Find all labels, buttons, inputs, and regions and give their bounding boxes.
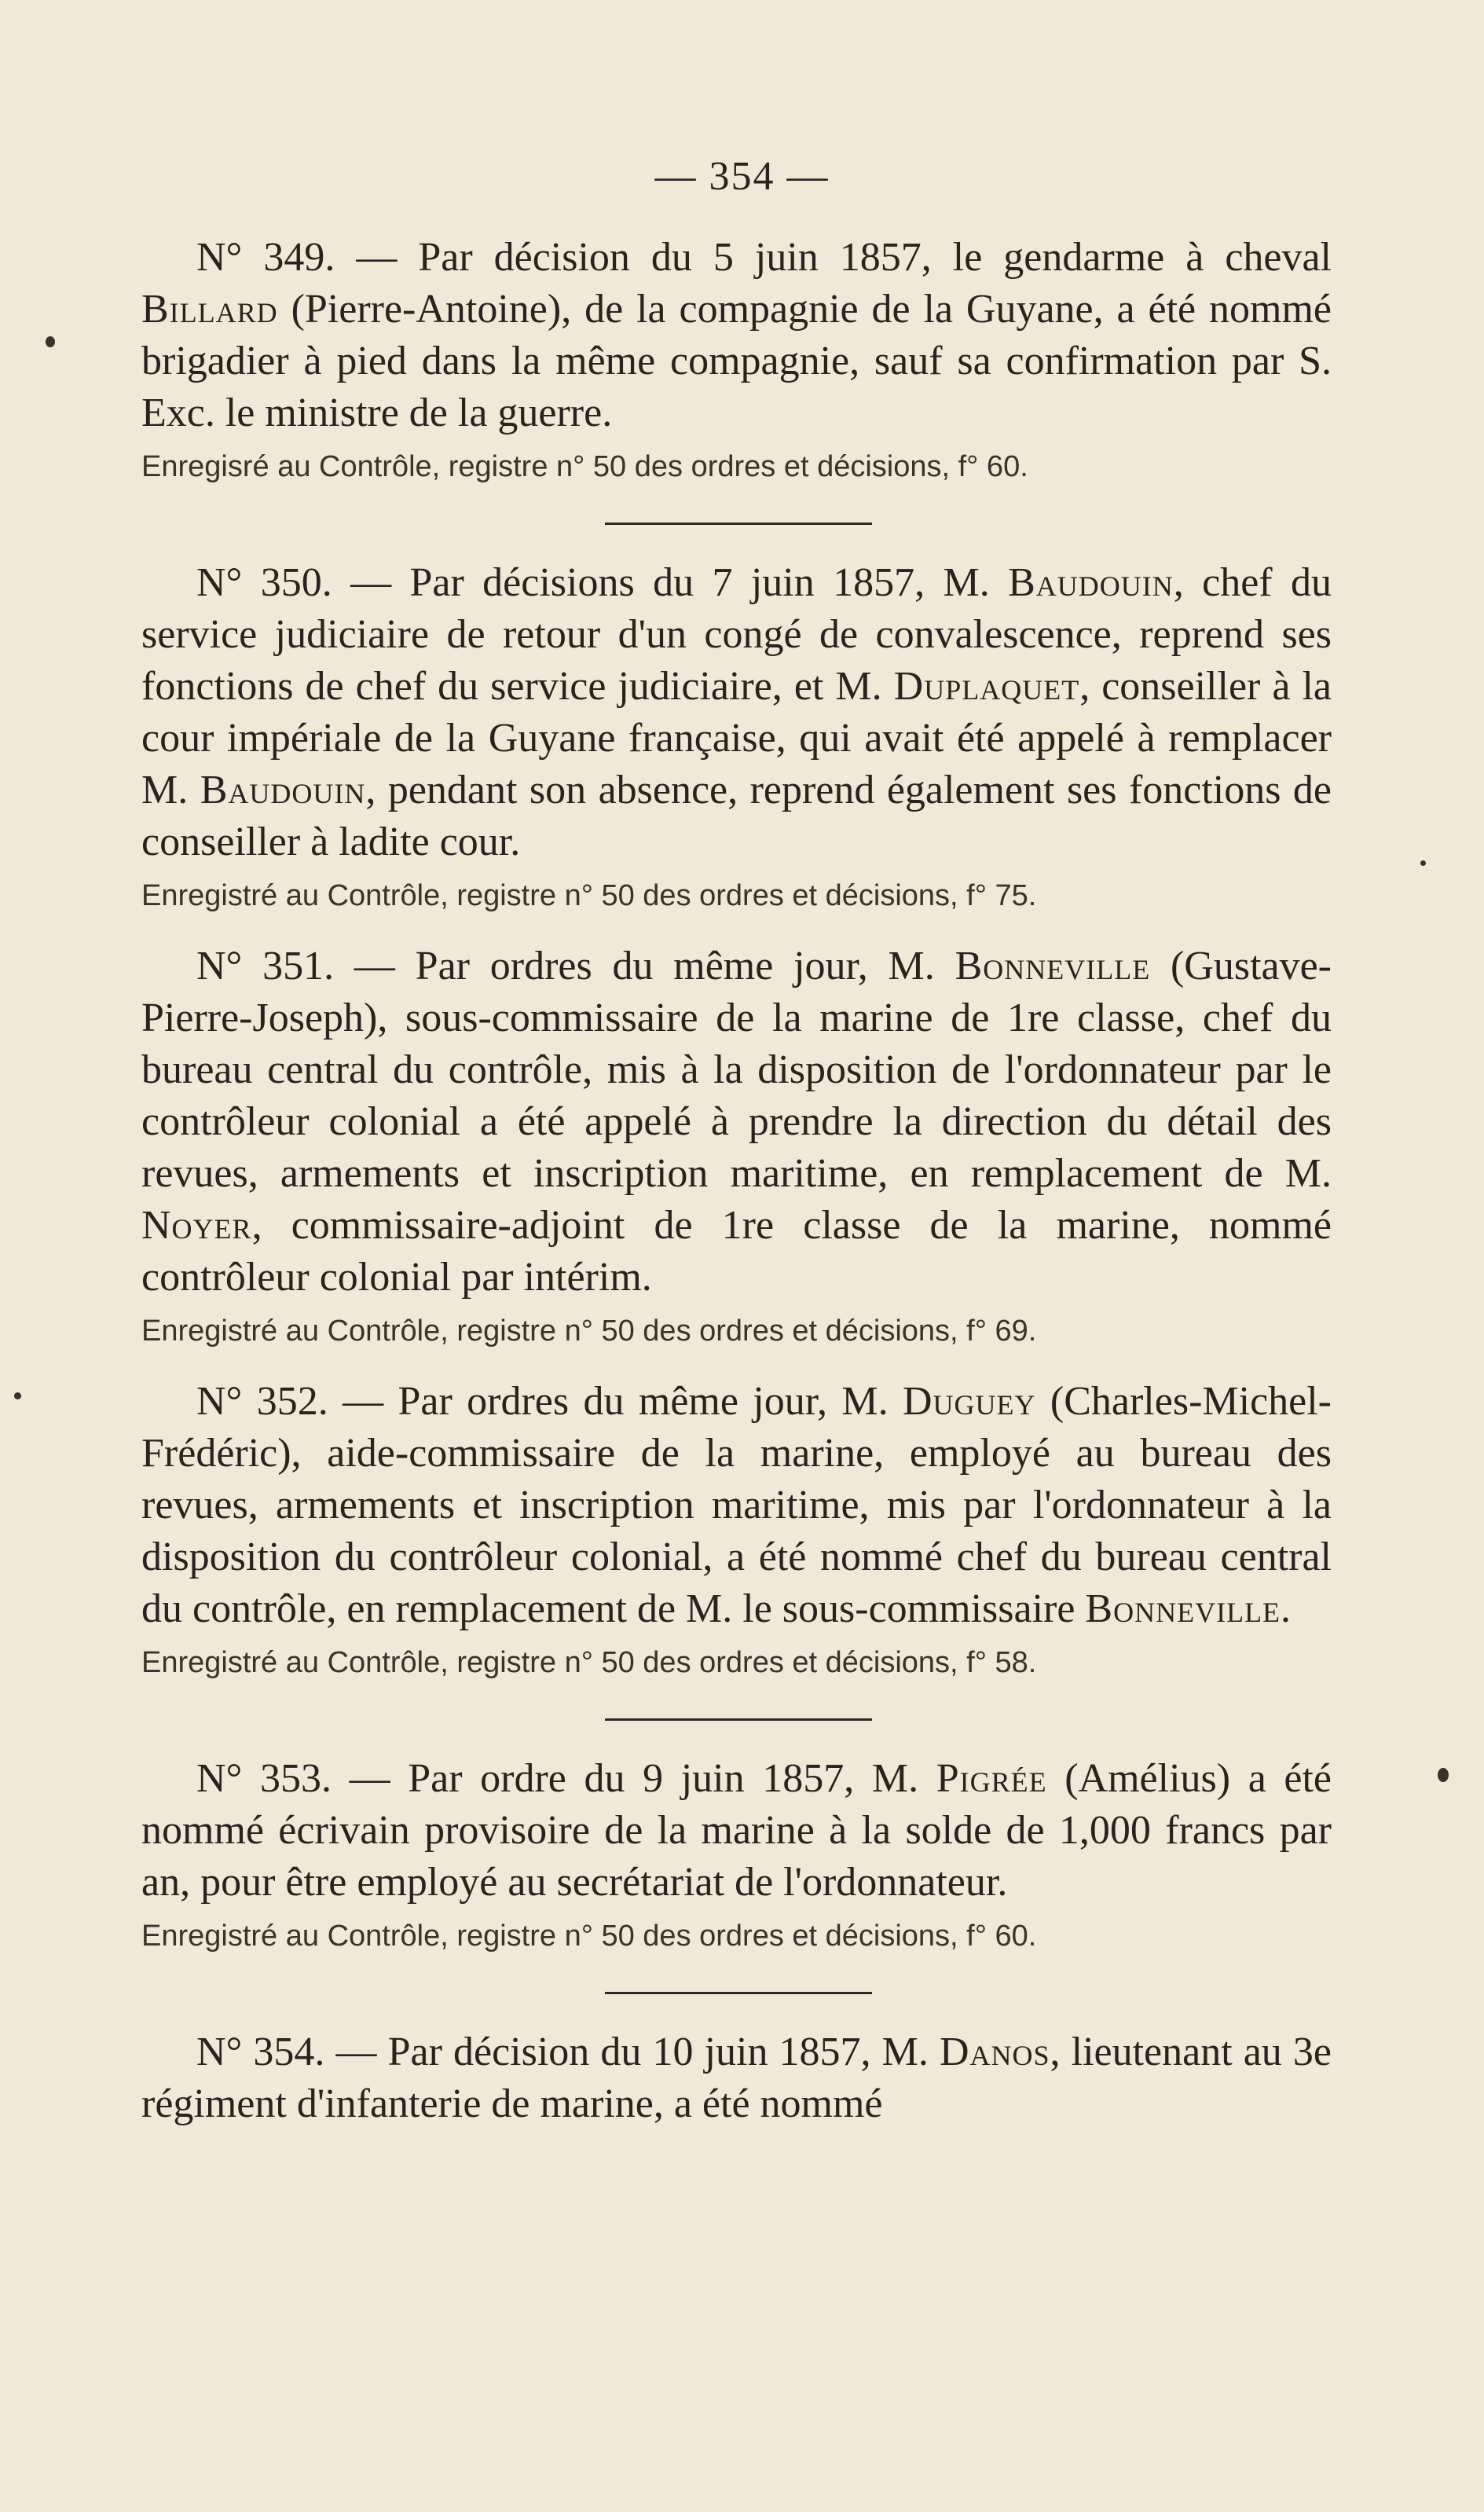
registry-note: Enregistré au Contrôle, registre n° 50 des ordres et décisions, f° 75. [141,879,1037,912]
person-name: Pigrée [936,1756,1047,1801]
spacer [141,1352,1332,1376]
entry-text [141,232,1332,439]
person-name: Danos [939,2030,1050,2074]
person-name: Billard [141,287,278,332]
entry-text [141,2026,1332,2130]
entry-351 [141,941,1332,1352]
paper-speck [1420,860,1426,866]
person-name: Baudouin [200,768,366,812]
page-header: — 354 — [654,154,830,199]
entry-text [141,1753,1332,1909]
person-name: Bonneville [955,944,1151,988]
separator-rule [605,523,872,525]
separator-rule [605,1718,872,1721]
entry-text [141,1376,1332,1635]
entry-349 [141,232,1332,488]
text-segment: . [1281,1586,1292,1631]
spacer [141,917,1332,941]
text-segment: — Par ordres du même jour, M. [343,1379,903,1424]
person-name: Duplaquet [893,664,1080,709]
entry-number: N° 351. [196,944,335,988]
entry-354 [141,2026,1332,2130]
entry-number: N° 349. [196,235,335,280]
text-segment: (Charles-Michel-Frédéric), aide-commissaire de la marine, employé au bureau des revues, armements et inscription maritime, mis par l'ordonnateur à la disposition du contrôleur colonial, a été nommé chef du bureau central du contrôle, en remplacement de M. le sous-commissaire [141,1379,1332,1631]
text-segment: (Amélius) a été nommé écrivain provisoire de la marine à la solde de 1,000 francs par an, pour être employé au secrétariat de l'ordonnateur. [141,1756,1332,1905]
registry-note: Enregistré au Contrôle, registre n° 50 des ordres et décisions, f° 58. [141,1646,1037,1679]
text-segment: — Par décision du 5 juin 1857, le gendarme à cheval [356,235,1332,280]
text-segment: , lieutenant au 3e régiment d'infanterie de marine, a été nommé [141,2030,1332,2126]
entry-number: N° 350. [196,560,332,605]
entry-number: N° 352. [196,1379,328,1424]
text-segment: , chef du service judiciaire de retour d'un congé de convalescence, reprend ses fonctions de chef du service judiciaire, et M. [141,560,1332,709]
entry-text [141,941,1332,1304]
paper-speck [46,336,55,347]
registry-note: Enregistré au Contrôle, registre n° 50 des ordres et décisions, f° 60. [141,1920,1037,1953]
person-name: Noyer [141,1203,252,1248]
registry-note: Enregisré au Contrôle, registre n° 50 des ordres et décisions, f° 60. [141,450,1028,483]
entry-353 [141,1753,1332,1957]
separator [141,1957,1332,2026]
entry-number: N° 354. [196,2030,325,2074]
entry-352 [141,1376,1332,1684]
separator-rule [605,1992,872,1994]
text-segment: (Gustave-Pierre-Joseph), sous-commissaire de la marine de 1re classe, chef du bureau central du contrôle, mis à la disposition de l'ordonnateur par le contrôleur colonial a été appelé à prendre la direction du détail des revues, armements et inscription maritime, en remplacement de M. [141,944,1332,1196]
registry-note: Enregistré au Contrôle, registre n° 50 des ordres et décisions, f° 69. [141,1315,1037,1348]
text-segment: — Par ordre du 9 juin 1857, M. [349,1756,936,1801]
text-segment: , commissaire-adjoint de 1re classe de la marine, nommé contrôleur colonial par intérim. [141,1203,1332,1300]
text-segment: — Par décisions du 7 juin 1857, M. [350,560,1009,605]
entry-350 [141,557,1332,917]
text-segment: , pendant son absence, reprend également ses fonctions de conseiller à ladite cour. [141,768,1332,864]
person-name: Baudouin [1008,560,1174,605]
text-segment: — Par ordres du même jour, M. [354,944,955,988]
text-segment: , conseiller à la cour impériale de la Guyane française, qui avait été appelé à remplacer M. [141,664,1332,812]
paper-speck [1438,1768,1449,1782]
paper-speck [14,1392,21,1399]
separator [141,488,1332,557]
separator [141,1684,1332,1753]
entry-number: N° 353. [196,1756,332,1801]
text-segment: — Par décision du 10 juin 1857, M. [335,2030,940,2074]
text-segment: (Pierre-Antoine), de la compagnie de la Guyane, a été nommé brigadier à pied dans la même compagnie, sauf sa confirmation par S. Exc. le ministre de la guerre. [141,287,1332,435]
person-name: Duguey [902,1379,1036,1424]
person-name: Bonneville [1085,1586,1281,1631]
entry-text [141,557,1332,868]
entries-list [141,232,1332,2130]
